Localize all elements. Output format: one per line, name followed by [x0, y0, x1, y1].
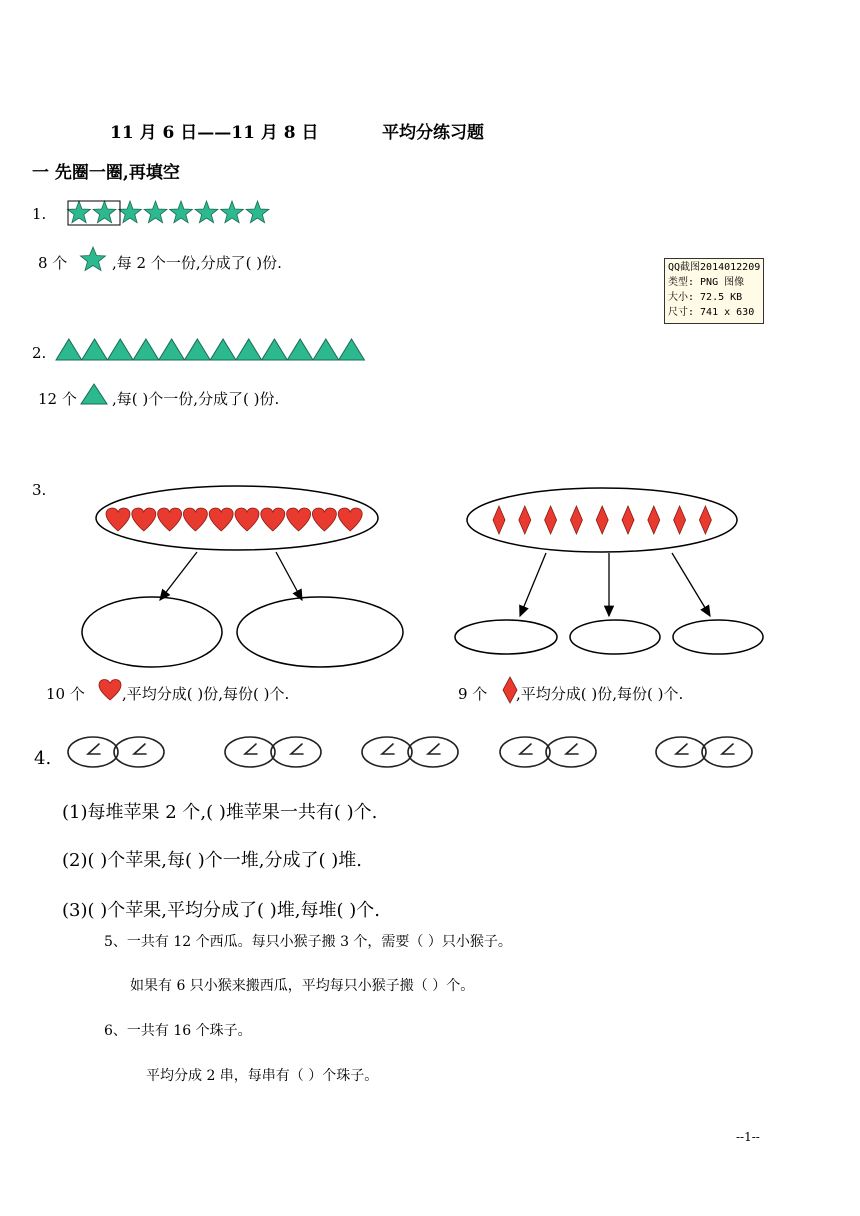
triangle-icon: [82, 339, 108, 360]
heart-icon: [106, 508, 130, 531]
heart-icon: [261, 508, 285, 531]
diamond-icon: [648, 506, 660, 534]
question-3-left-text: ,平均分成( )份,每份( )个.: [122, 685, 290, 703]
diamond-icon: [545, 506, 557, 534]
heart-icon: [338, 508, 362, 531]
answer-ellipse[interactable]: [455, 620, 557, 654]
heart-icon: [209, 508, 233, 531]
question-5-line-2: 如果有 6 只小猴来搬西瓜，平均每只小猴子搬（ ）个。: [130, 978, 475, 994]
hearts-row: [106, 508, 362, 531]
screenshot-info-tooltip: [664, 258, 764, 324]
star-icon: [93, 201, 116, 223]
triangle-icon: [313, 339, 339, 360]
question-4-line-3: (3)( )个苹果,平均分成了( )堆,每堆( )个.: [62, 900, 380, 921]
heart-icon: [132, 508, 156, 531]
tooltip-line-1: QQ截图2014012209: [668, 262, 761, 273]
question-6-line-2: 平均分成 2 串，每串有（ ）个珠子。: [146, 1068, 379, 1084]
diamond-icon: [596, 506, 608, 534]
tooltip-line-4: 尺寸: 741 x 630: [668, 307, 755, 318]
question-1-text: ,每 2 个一份,分成了( )份.: [112, 254, 282, 272]
page-number: --1--: [736, 1130, 760, 1144]
question-6-line-1: 6、一共有 16 个珠子。: [104, 1023, 252, 1039]
triangle-icon: [185, 339, 211, 360]
diamond-icon: [674, 506, 686, 534]
answer-ellipse[interactable]: [673, 620, 763, 654]
question-1-number: 1.: [32, 205, 47, 223]
triangle-icon: [236, 339, 262, 360]
question-3-number: 3.: [32, 481, 47, 499]
star-icon: [246, 201, 269, 223]
star-icon: [170, 201, 193, 223]
diamond-icon: [699, 506, 711, 534]
tooltip-line-2: 类型: PNG 图像: [668, 277, 745, 288]
diamond-icon: [622, 506, 634, 534]
answer-ellipse[interactable]: [570, 620, 660, 654]
heart-icon: [183, 508, 207, 531]
diamond-icon: [493, 506, 505, 534]
tooltip-line-3: 大小: 72.5 KB: [668, 292, 743, 303]
question-3-left-prefix: 10 个: [46, 685, 85, 703]
question-3-right-text: ,平均分成( )份,每份( )个.: [516, 685, 684, 703]
heart-icon: [312, 508, 336, 531]
star-icon: [119, 201, 142, 223]
triangle-icon: [133, 339, 159, 360]
question-5-line-1: 5、一共有 12 个西瓜。每只小猴子搬 3 个，需要（ ）只小猴子。: [104, 934, 512, 950]
apple-icon: [362, 737, 412, 767]
diamond-icon: [570, 506, 582, 534]
heart-icon: [287, 508, 311, 531]
apple-icon: [68, 737, 118, 767]
question-3-diagram: [0, 480, 860, 680]
apples-row: [60, 732, 780, 772]
apple-icon: [546, 737, 596, 767]
triangle-icon: [80, 382, 108, 406]
question-2-number: 2.: [32, 344, 47, 362]
triangle-icon: [287, 339, 313, 360]
apple-icon: [225, 737, 275, 767]
question-3-right-prefix: 9 个: [458, 685, 488, 703]
answer-ellipse[interactable]: [237, 597, 403, 667]
apple-icon: [500, 737, 550, 767]
star-icon: [144, 201, 167, 223]
apple-icon: [408, 737, 458, 767]
triangle-icon: [56, 339, 82, 360]
triangles-row: [54, 337, 374, 363]
question-2-text: ,每( )个一份,分成了( )份.: [112, 390, 280, 408]
question-1-prefix: 8 个: [38, 254, 68, 272]
star-icon: [68, 201, 91, 223]
date-range: 11 月 6 日——11 月 8 日: [110, 123, 319, 143]
star-icon: [195, 201, 218, 223]
section-heading: 一 先圈一圈,再填空: [32, 163, 180, 183]
heart-icon: [235, 508, 259, 531]
triangle-icon: [159, 339, 185, 360]
star-icon: [80, 246, 106, 272]
answer-ellipse[interactable]: [82, 597, 222, 667]
question-4-line-2: (2)( )个苹果,每( )个一堆,分成了( )堆.: [62, 850, 362, 871]
stars-row: [66, 200, 286, 226]
triangle-icon: [107, 339, 133, 360]
apple-icon: [702, 737, 752, 767]
apple-icon: [271, 737, 321, 767]
page-title: 平均分练习题: [382, 123, 484, 143]
triangle-icon: [262, 339, 288, 360]
question-2-prefix: 12 个: [38, 390, 77, 408]
question-4-line-1: (1)每堆苹果 2 个,( )堆苹果一共有( )个.: [62, 802, 378, 823]
apple-icon: [656, 737, 706, 767]
diamonds-row: [493, 506, 711, 534]
heart-icon: [98, 678, 122, 702]
heart-icon: [158, 508, 182, 531]
triangle-icon: [210, 339, 236, 360]
triangle-icon: [339, 339, 365, 360]
star-icon: [221, 201, 244, 223]
apple-icon: [114, 737, 164, 767]
question-4-number: 4.: [34, 748, 52, 769]
diamond-icon: [519, 506, 531, 534]
